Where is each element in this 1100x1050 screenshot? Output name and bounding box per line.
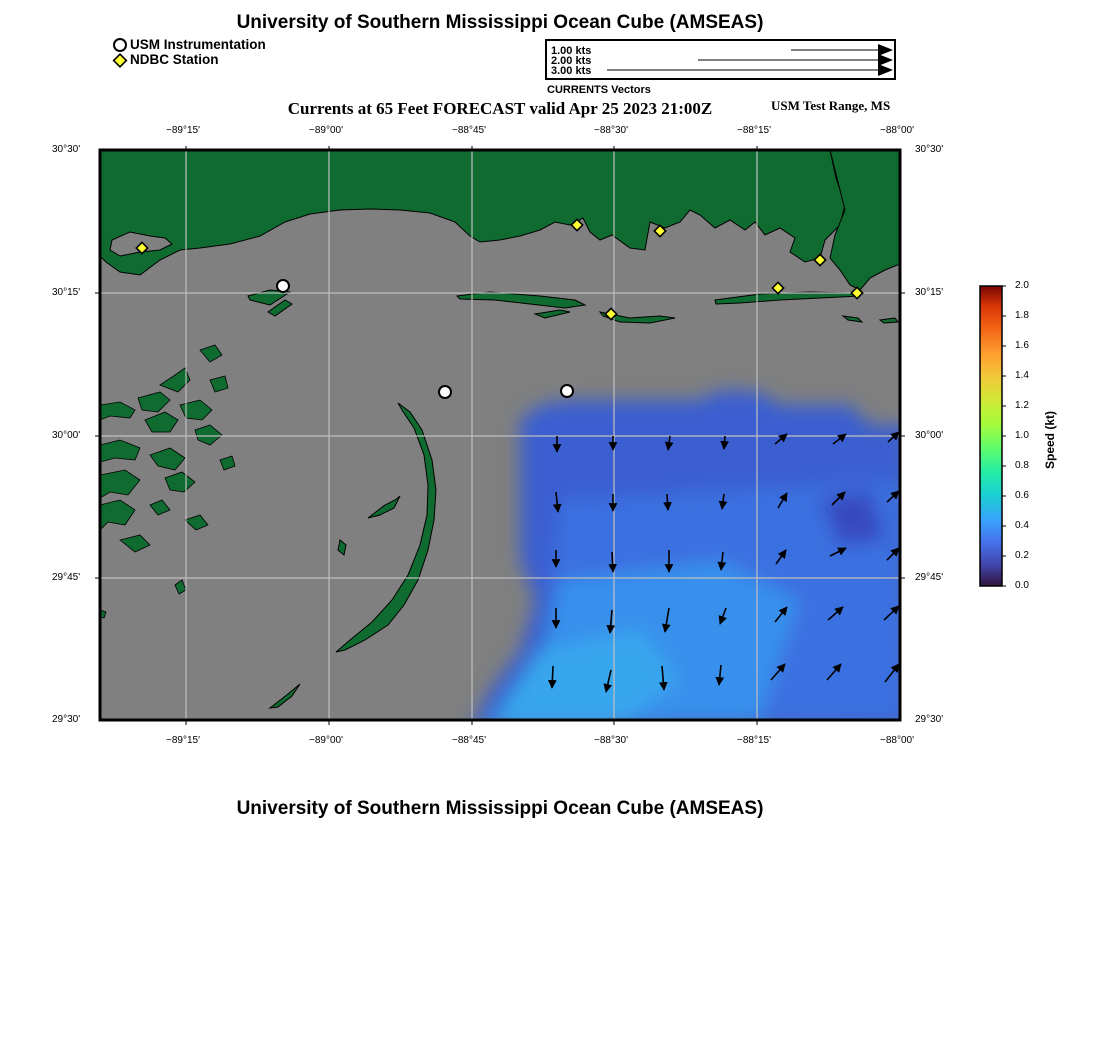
current-speed-field <box>470 390 910 730</box>
lat-tick-left: 30°30' <box>52 144 81 155</box>
usm-instrument-marker <box>277 280 289 292</box>
vector-scale-label-1: 1.00 kts <box>551 45 592 57</box>
lon-tick-top: −89°15' <box>166 125 200 136</box>
lat-tick-right: 30°30' <box>915 144 944 155</box>
legend-usm-label: USM Instrumentation <box>130 37 266 52</box>
colorbar-tick: 1.4 <box>1015 370 1029 381</box>
lon-tick-top: −89°00' <box>309 125 343 136</box>
region-label: USM Test Range, MS <box>771 98 891 113</box>
colorbar-tick: 1.0 <box>1015 430 1029 441</box>
colorbar-tick: 0.2 <box>1015 550 1029 561</box>
colorbar-tick: 0.4 <box>1015 520 1029 531</box>
legend-ndbc-label: NDBC Station <box>130 52 219 67</box>
footer-title: University of Southern Mississippi Ocean Cube (AMSEAS) <box>236 798 764 819</box>
lon-tick-bottom: −88°00' <box>880 735 914 746</box>
colorbar-tick: 1.8 <box>1015 310 1029 321</box>
lon-tick-bottom: −89°00' <box>309 735 343 746</box>
colorbar-tick: 1.6 <box>1015 340 1029 351</box>
vector-scale-label-2: 2.00 kts <box>551 55 592 67</box>
colorbar-tick: 0.6 <box>1015 490 1029 501</box>
map-subtitle: Currents at 65 Feet FORECAST valid Apr 25 2023 21:00Z <box>287 99 713 118</box>
lon-tick-bottom: −89°15' <box>166 735 200 746</box>
lat-tick-left: 29°45' <box>52 572 81 583</box>
lon-tick-top: −88°45' <box>452 125 486 136</box>
lat-tick-left: 30°00' <box>52 430 81 441</box>
lat-tick-left: 30°15' <box>52 287 81 298</box>
colorbar-tick: 2.0 <box>1015 280 1029 291</box>
lon-tick-bottom: −88°30' <box>594 735 628 746</box>
lon-tick-top: −88°30' <box>594 125 628 136</box>
usm-instrument-marker <box>439 386 451 398</box>
colorbar-tick: 1.2 <box>1015 400 1029 411</box>
lat-tick-right: 30°00' <box>915 430 944 441</box>
colorbar-tick: 0.8 <box>1015 460 1029 471</box>
lon-tick-bottom: −88°15' <box>737 735 771 746</box>
page-title: University of Southern Mississippi Ocean Cube (AMSEAS) <box>236 12 764 33</box>
lat-tick-right: 30°15' <box>915 287 944 298</box>
usm-instrument-marker <box>561 385 573 397</box>
lat-tick-left: 29°30' <box>52 714 81 725</box>
lat-tick-right: 29°45' <box>915 572 944 583</box>
lon-tick-top: −88°15' <box>737 125 771 136</box>
vector-scale-caption: CURRENTS Vectors <box>547 84 651 96</box>
colorbar-title: Speed (kt) <box>1043 410 1057 469</box>
vector-scale-label-3: 3.00 kts <box>551 65 592 77</box>
lat-tick-right: 29°30' <box>915 714 944 725</box>
speed-colorbar <box>975 282 1015 592</box>
colorbar-tick: 0.0 <box>1015 580 1029 591</box>
lon-tick-top: −88°00' <box>880 125 914 136</box>
lon-tick-bottom: −88°45' <box>452 735 486 746</box>
